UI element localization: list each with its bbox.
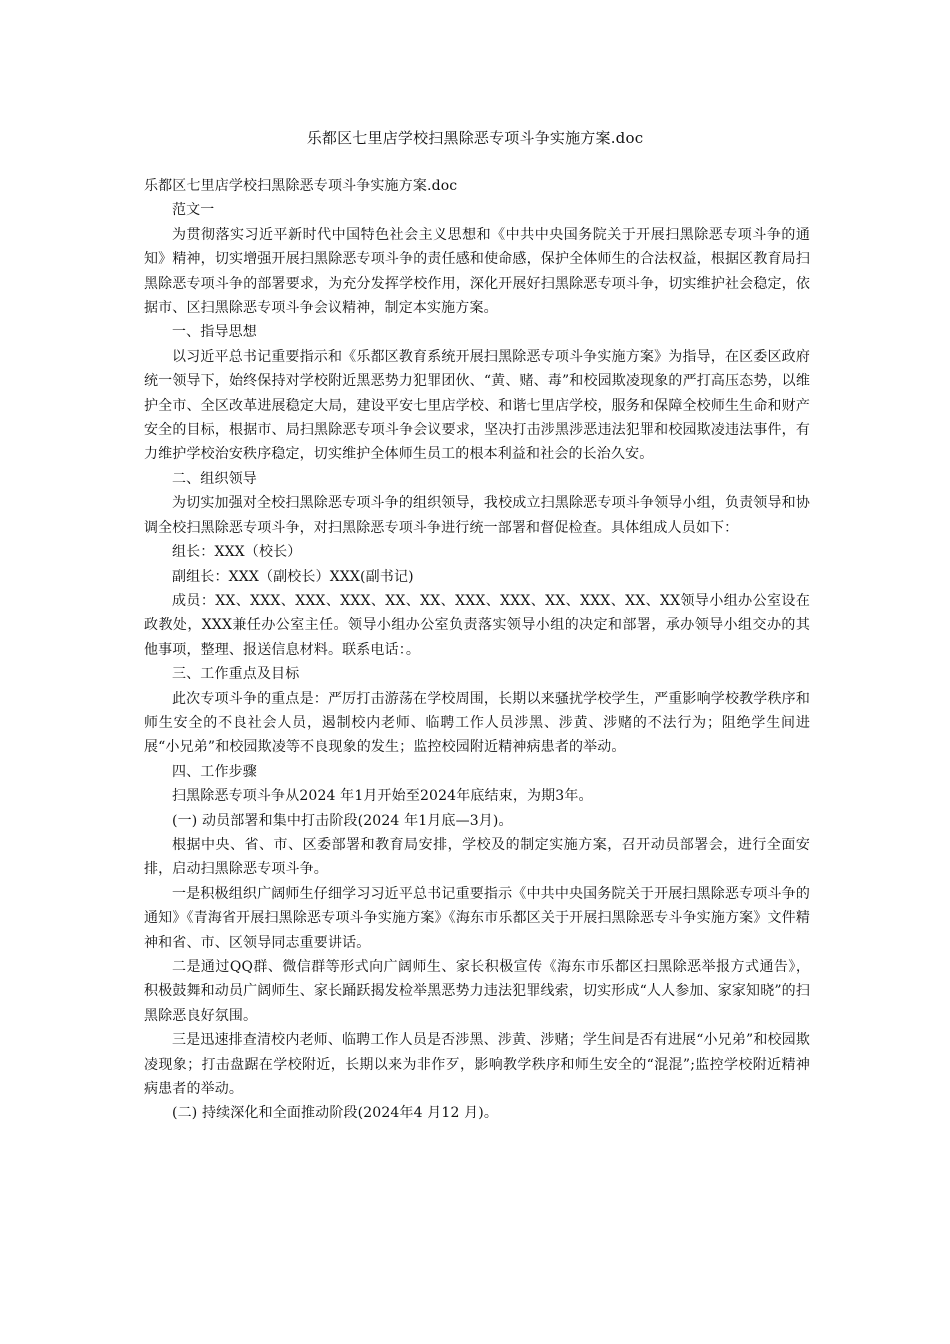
document-first-line: 乐都区七里店学校扫黑除恶专项斗争实施方案.doc — [144, 178, 458, 194]
paragraph-deputy-leader: 副组长：XXX（副校长）XXX(副书记) — [172, 568, 414, 585]
paragraph-phase-one-step-two: 二是通过QQ群、微信群等形式向广阔师生、家长积极宣传《海东市乐都区扫黑除恶举报方式通告》，积极鼓舞和动员广阔师生、家长踊跃揭发检举黑恶势力违法犯罪线索，切实形成“人人参加、家家知晓”的扫黑除恶良好氛围。 — [144, 959, 810, 1024]
section-heading-work-steps: 四、工作步骤 — [172, 763, 257, 780]
paragraph-guiding-thought: 以习近平总书记重要指示和《乐都区教育系统开展扫黑除恶专项斗争实施方案》为指导，在区委区政府统一领导下，始终保持对学校附近黑恶势力犯罪团伙、“黄、赌、毒”和校园欺凌现象的严打高压态势，以维护全市、全区改革进展稳定大局，建设平安七里店学校、和谐七里店学校，服务和保障全校师生生命和财产安全的目标，根据市、局扫黑除恶专项斗争会议要求，坚决打击涉黑涉恶违法犯罪和校园欺凌违法事件，有力维护学校治安秩序稳定，切实维护全体师生员工的根本利益和社会的长治久安。 — [144, 348, 810, 463]
paragraph-intro: 为贯彻落实习近平新时代中国特色社会主义思想和《中共中央国务院关于开展扫黑除恶专项斗争的通知》精神，切实增强开展扫黑除恶专项斗争的责任感和使命感，保护全体师生的合法权益，根据区教育局扫黑除恶专项斗争的部署要求，为充分发挥学校作用，深化开展好扫黑除恶专项斗争，切实维护社会稳定，依据市、区扫黑除恶专项斗争会议精神，制定本实施方案。 — [144, 226, 810, 317]
subheading-phase-one: (一) 动员部署和集中打击阶段(2024 年1月底—3月)。 — [172, 812, 513, 829]
paragraph-sample-label: 范文一 — [172, 202, 215, 219]
document-header-title: 乐都区七里店学校扫黑除恶专项斗争实施方案.doc — [306, 129, 644, 147]
paragraph-team-leader: 组长：XXX（校长） — [172, 544, 302, 561]
subheading-phase-two: (二) 持续深化和全面推动阶段(2024年4 月12 月)。 — [172, 1105, 499, 1122]
paragraph-focus-goals: 此次专项斗争的重点是：严厉打击游荡在学校周围，长期以来骚扰学校学生，严重影响学校教学秩序和师生安全的不良社会人员，遏制校内老师、临聘工作人员涉黑、涉黄、涉赌的不法行为；阻绝学生间进展“小兄弟”和校园欺凌等不良现象的发生；监控校园附近精神病患者的举动。 — [144, 690, 810, 756]
paragraph-schedule: 扫黑除恶专项斗争从2024 年1月开始至2024年底结束，为期3年。 — [172, 788, 593, 805]
section-heading-focus-goals: 三、工作重点及目标 — [172, 666, 300, 683]
paragraph-organization: 为切实加强对全校扫黑除恶专项斗争的组织领导，我校成立扫黑除恶专项斗争领导小组，负责领导和协调全校扫黑除恶专项斗争，对扫黑除恶专项斗争进行统一部署和督促检查。具体组成人员如下： — [144, 495, 810, 536]
paragraph-phase-one-overview: 根据中央、省、市、区委部署和教育局安排，学校及的制定实施方案，召开动员部署会，进行全面安排，启动扫黑除恶专项斗争。 — [144, 836, 810, 878]
paragraph-phase-one-step-three: 三是迅速排查清校内老师、临聘工作人员是否涉黑、涉黄、涉赌；学生间是否有进展“小兄弟”和校园欺凌现象；打击盘踞在学校附近，长期以来为非作歹，影响教学秩序和师生安全的“混混”;监控学校附近精神病患者的举动。 — [144, 1032, 810, 1098]
paragraph-phase-one-step-one: 一是积极组织广阔师生仔细学习习近平总书记重要指示《中共中央国务院关于开展扫黑除恶专项斗争的通知》《青海省开展扫黑除恶专项斗争实施方案》《海东市乐都区关于开展扫黑除恶专斗争实施方案》文件精神和省、市、区领导同志重要讲话。 — [144, 885, 810, 951]
paragraph-members: 成员：XX、XXX、XXX、XXX、XX、XX、XXX、XXX、XX、XXX、XX、XX领导小组办公室设在政教处，XXX兼任办公室主任。领导小组办公室负责落实领导小组的决定和部署，承办领导小组交办的其他事项，整理、报送信息材料。联系电话：。 — [144, 592, 810, 658]
document-body — [144, 174, 810, 1126]
section-heading-organization: 二、组织领导 — [172, 470, 257, 487]
section-heading-guiding-thought: 一、指导思想 — [172, 324, 257, 341]
